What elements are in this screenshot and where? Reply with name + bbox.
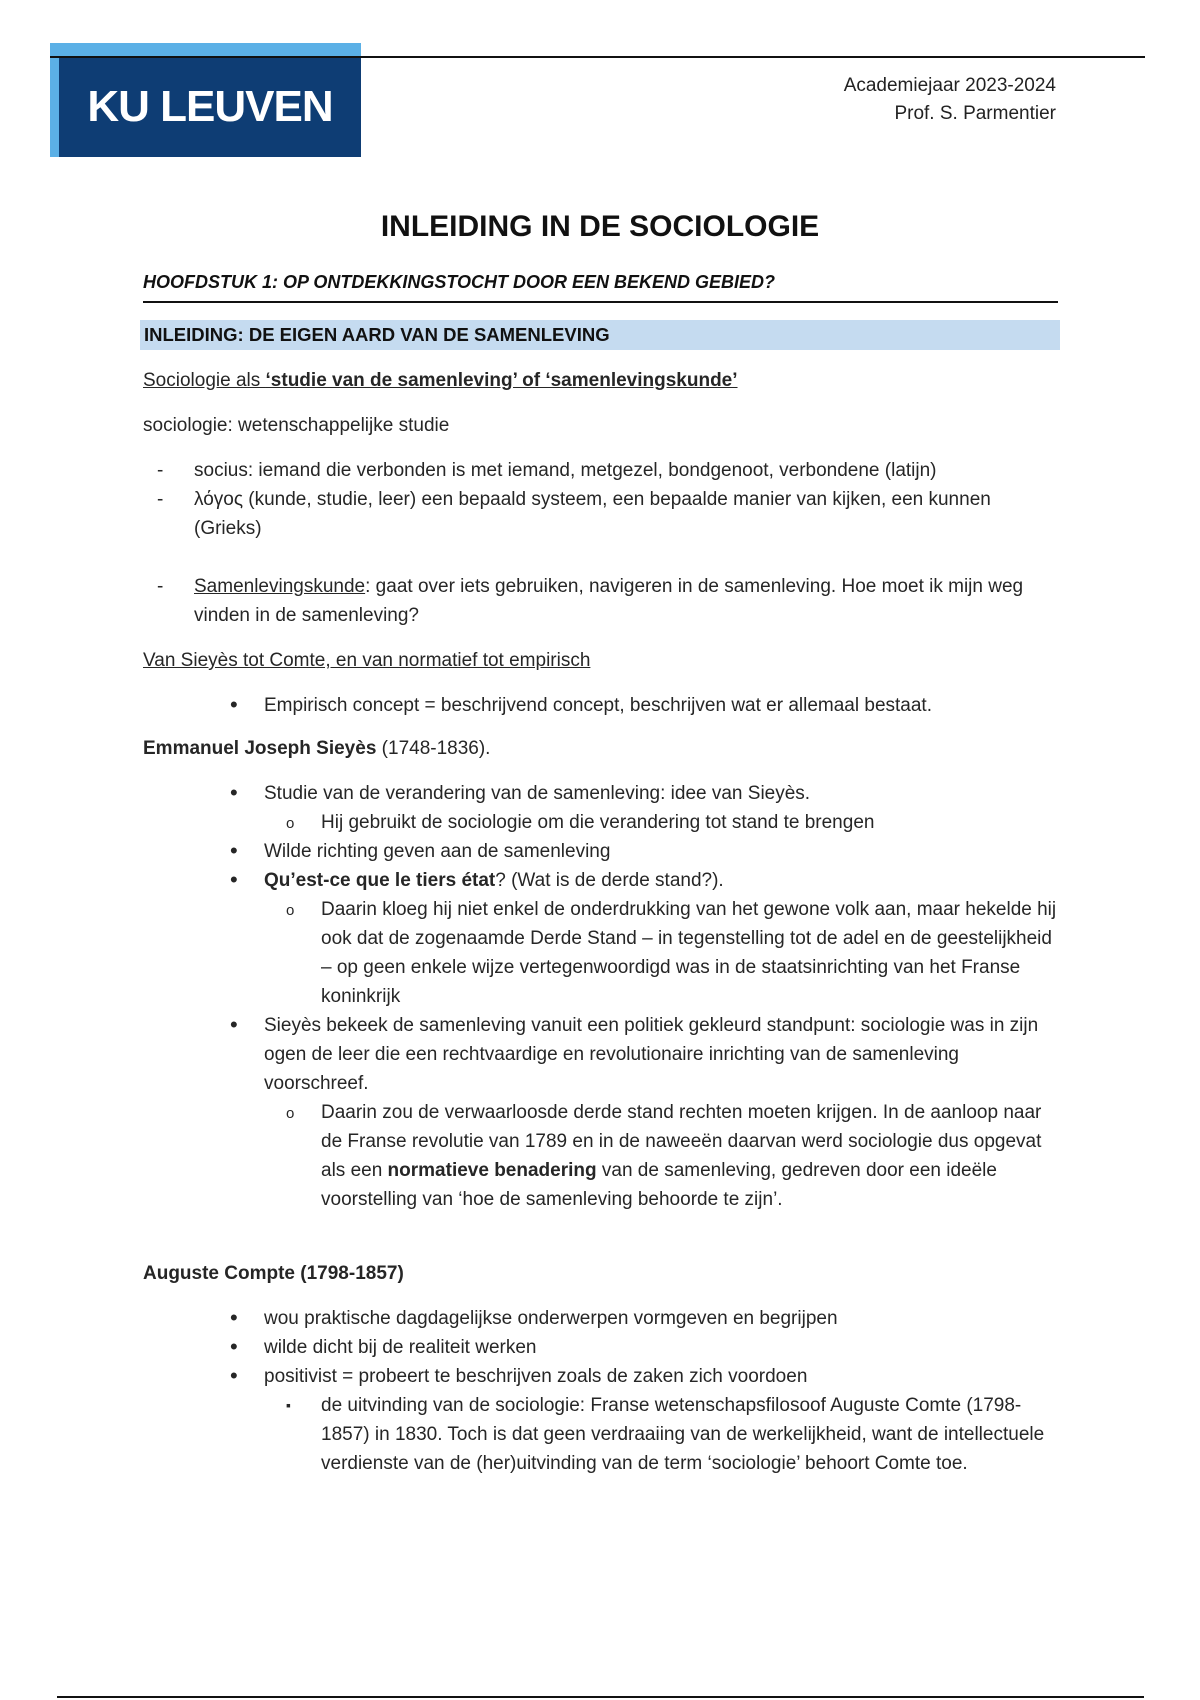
comte-heading: Auguste Compte (1798-1857) [143, 1263, 404, 1284]
person-years: (1748-1836). [376, 738, 491, 759]
subheading-sociologie [143, 366, 1063, 395]
term: Samenlevingskunde [194, 576, 366, 597]
subheading-bold: ‘studie van de samenleving’ of ‘samenlevingskunde’ [265, 370, 738, 391]
bold-term: normatieve benadering [387, 1160, 597, 1181]
list-text: Studie van de verandering van de samenleving: idee van Sieyès. [264, 783, 811, 804]
chapter-heading: HOOFDSTUK 1: OP ONTDEKKINGSTOCHT DOOR EEN BEKEND GEBIED? [143, 272, 1058, 303]
sub-list [264, 808, 1063, 837]
document-body [143, 360, 1063, 1478]
subheading-sieyes-comte: Van Sieyès tot Comte, en van normatief tot empirisch [143, 650, 591, 671]
sub-list-item: o Hij gebruikt de sociologie om die verandering tot stand te brengen [321, 808, 1063, 837]
list-item [264, 866, 1063, 1011]
sub-list-item [321, 1098, 1063, 1214]
term-description: : gaat over iets gebruiken, navigeren in de samenleving. Hoe moet ik mijn weg vinden in de samenleving? [194, 576, 1024, 626]
sub-list [264, 1391, 1063, 1478]
text-part: van de samenleving, gedreven door een ideële voorstelling van ‘hoe de samenleving behoorde te zijn’. [321, 1160, 997, 1210]
person-name: Emmanuel Joseph Sieyès [143, 738, 377, 759]
sieyes-list [143, 779, 1063, 1214]
dash-list [143, 456, 1063, 630]
list-item: - socius: iemand die verbonden is met iemand, metgezel, bondgenoot, verbondene (latijn) [143, 456, 1063, 485]
list-item: • Empirisch concept = beschrijvend concept, beschrijven wat er allemaal bestaat. [264, 691, 1063, 720]
list-item [264, 1362, 1063, 1478]
document-title: INLEIDING IN DE SOCIOLOGIE [380, 210, 820, 243]
ku-leuven-logo [50, 43, 361, 157]
section-heading: INLEIDING: DE EIGEN AARD VAN DE SAMENLEVING [140, 320, 1060, 350]
bullet-list [143, 691, 1063, 720]
footer-rule [57, 1696, 1144, 1698]
sieyes-heading [143, 734, 1063, 763]
header-meta [844, 72, 1056, 128]
sub-list-item: ▪ de uitvinding van de sociologie: Franse wetenschapsfilosoof Auguste Comte (1798-1857) in 1830. Toch is dat geen verdraaiing van de werkelijkheid, want de intellectuele verdienste van de (her)uitvinding van de term ‘sociologie’ behoort Comte toe. [321, 1391, 1063, 1478]
logo-text: KU LEUVEN [87, 81, 333, 131]
logo-box [59, 56, 361, 157]
list-text: Sieyès bekeek de samenleving vanuit een politiek gekleurd standpunt: sociologie was in zijn ogen de leer die een rechtvaardige en revolutionaire inrichting van de samenleving voorschreef. [264, 1015, 1039, 1094]
list-item: - λόγος (kunde, studie, leer) een bepaald systeem, een bepaalde manier van kijken, een kunnen (Grieks) [143, 485, 1063, 543]
professor: Prof. S. Parmentier [894, 103, 1056, 124]
sub-list [264, 895, 1063, 1011]
text-part: Daarin zou de verwaarloosde derde stand rechten moeten krijgen. In de aanloop naar de Franse revolutie van 1789 en in de naweeën daarvan werd sociologie dus opgevat als een [321, 1102, 1042, 1181]
sub-list [264, 1098, 1063, 1214]
paragraph-definition: sociologie: wetenschappelijke studie [143, 415, 450, 436]
list-text: ? (Wat is de derde stand?). [495, 870, 724, 891]
subheading-prefix: Sociologie als [143, 370, 266, 391]
academic-year: Academiejaar 2023-2024 [843, 75, 1056, 96]
list-item [264, 779, 1063, 837]
list-item [143, 572, 1063, 630]
list-item: • wou praktische dagdagelijkse onderwerpen vormgeven en begrijpen [264, 1304, 1063, 1333]
list-text: positivist = probeert te beschrijven zoals de zaken zich voordoen [264, 1366, 808, 1387]
comte-list [143, 1304, 1063, 1478]
book-title: Qu’est-ce que le tiers état [264, 870, 496, 891]
header-rule [50, 56, 1145, 58]
list-item: • wilde dicht bij de realiteit werken [264, 1333, 1063, 1362]
list-item [264, 1011, 1063, 1214]
list-item: • Wilde richting geven aan de samenleving [264, 837, 1063, 866]
sub-list-item: o Daarin kloeg hij niet enkel de onderdrukking van het gewone volk aan, maar hekelde hij ook dat de zogenaamde Derde Stand – in tegenstelling tot de adel en de geestelijkheid – op geen enkele wijze vertegenwoordigd was in de staatsinrichting van het Franse koninkrijk [321, 895, 1063, 1011]
